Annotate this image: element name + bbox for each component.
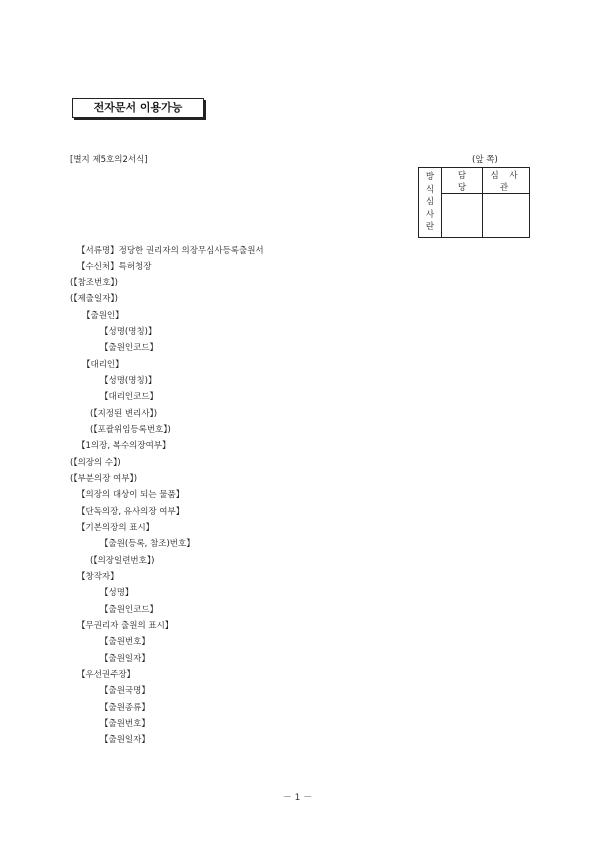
field-line: 【출원(등록, 참조)번호】	[100, 539, 195, 549]
field-line: 【출원국명】	[100, 686, 150, 696]
officer-cell	[442, 194, 483, 238]
field-line: 【창작자】	[77, 572, 119, 582]
field-line: (【참조번호】)	[70, 278, 118, 288]
field-line: 【출원종류】	[100, 703, 150, 713]
field-line: 【출원번호】	[100, 637, 150, 647]
field-line: 【성명】	[100, 588, 134, 598]
field-line: 【출원인코드】	[100, 605, 159, 615]
field-line: (【부분의장 여부】)	[70, 474, 138, 484]
examiner-cell	[483, 194, 530, 238]
field-line: (【포괄위임등록번호】)	[90, 425, 171, 435]
examination-label-char: 사	[425, 209, 435, 220]
examination-label-char: 식	[425, 184, 435, 195]
e-document-badge: 전자문서 이용가능	[72, 98, 204, 118]
examination-label-char: 심	[425, 197, 435, 208]
field-line: 【무권리자 출원의 표시】	[77, 621, 174, 631]
field-line: (【의장일련번호】)	[90, 556, 155, 566]
field-line: 【출원일자】	[100, 735, 150, 745]
field-line: 【단독의장, 유사의장 여부】	[77, 507, 185, 517]
page-side-label: (앞 쪽)	[472, 155, 498, 165]
examination-label-char: 방	[425, 172, 435, 183]
officer-header: 담 당	[442, 168, 483, 194]
examination-label	[419, 168, 442, 238]
field-line: (【의장의 수】)	[70, 458, 121, 468]
field-line: (【지정된 변리사】)	[90, 409, 158, 419]
field-line: 【우선권주장】	[77, 670, 136, 680]
page-number: － 1 －	[282, 793, 313, 803]
field-line: 【1의장, 복수의장여부】	[77, 441, 171, 451]
field-line: 【수신처】특허청장	[77, 262, 152, 272]
field-line: 【출원번호】	[100, 719, 150, 729]
field-line: 【대리인】	[82, 360, 124, 370]
field-line: 【성명(명칭)】	[100, 376, 157, 386]
field-line: 【기본의장의 표시】	[77, 523, 155, 533]
examination-label-char: 란	[425, 222, 435, 233]
field-line: (【제출일자】)	[70, 294, 118, 304]
examiner-header: 심 사 관	[483, 168, 530, 194]
field-line: 【출원인】	[82, 311, 124, 321]
field-line: 【출원인코드】	[100, 343, 159, 353]
form-reference: [별지 제5호의2서식]	[70, 155, 148, 165]
field-line: 【서류명】정당한 권리자의 의장무심사등록출원서	[77, 246, 264, 256]
examination-box	[418, 167, 530, 238]
field-line: 【대리인코드】	[100, 392, 159, 402]
field-line: 【출원일자】	[100, 654, 150, 664]
field-line: 【성명(명칭)】	[100, 327, 157, 337]
field-line: 【의장의 대상이 되는 물품】	[77, 490, 185, 500]
